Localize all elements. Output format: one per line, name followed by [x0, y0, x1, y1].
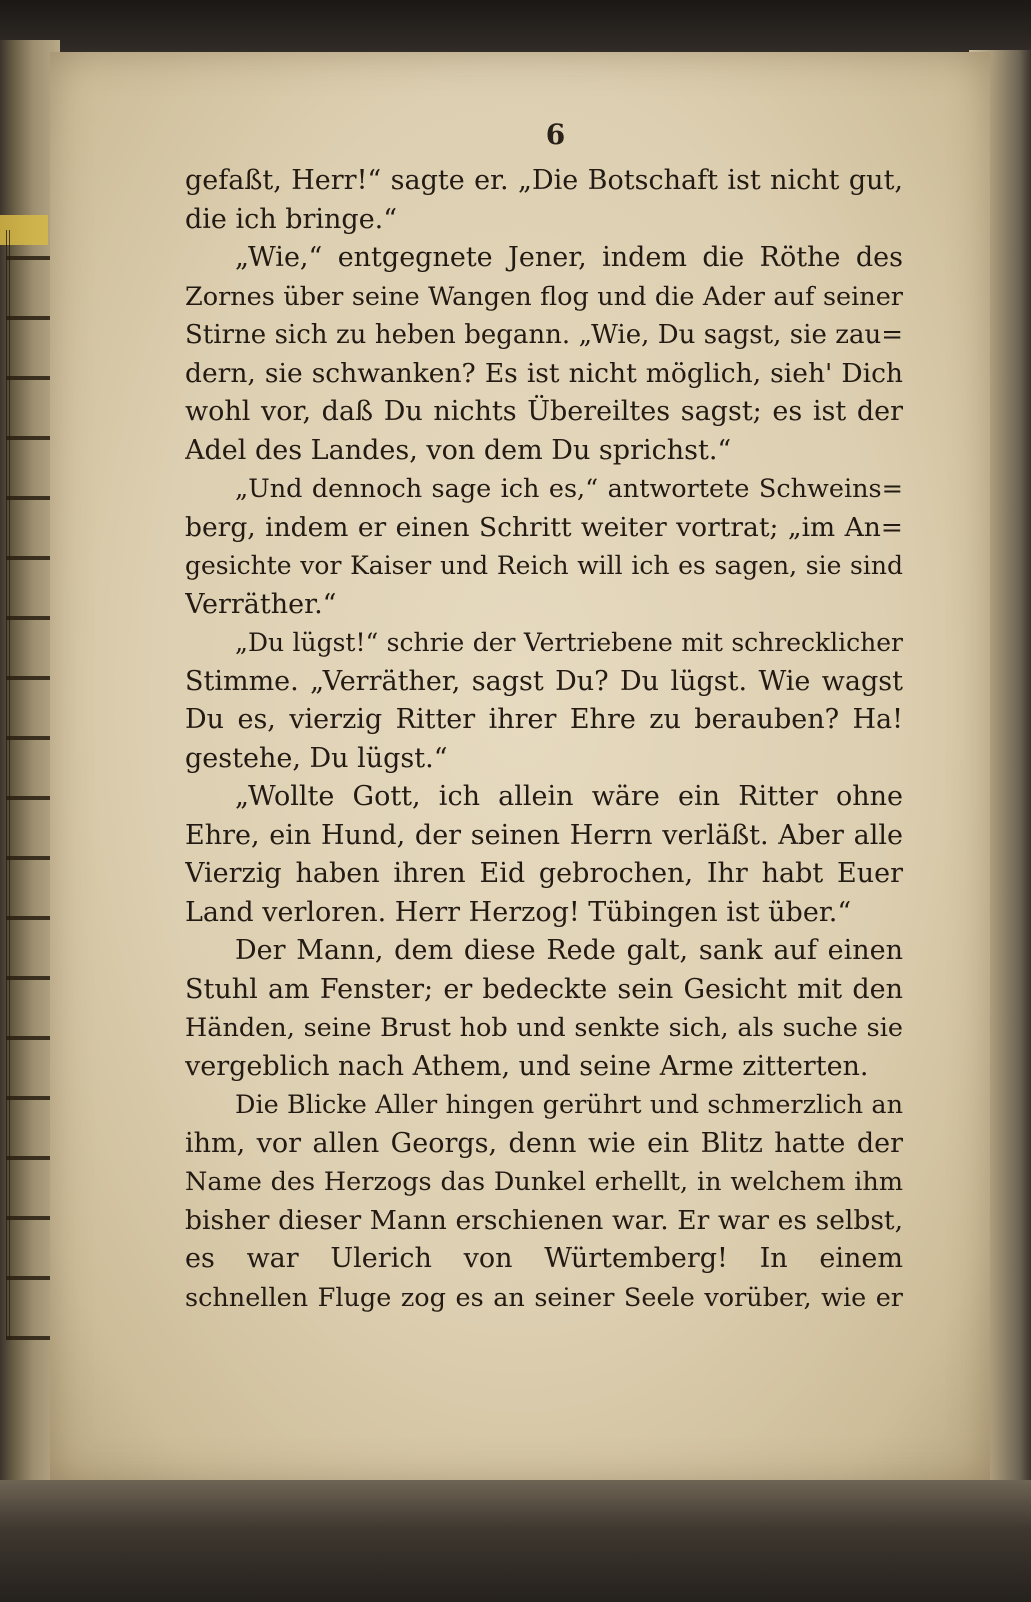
ornamental-border: [6, 230, 53, 1340]
text-line: „Und dennoch sage ich es,“ antwortete Schweins=: [235, 474, 903, 504]
text-line: gesichte vor Kaiser und Reich will ich es sagen, sie sind: [185, 551, 903, 580]
text-line: „Wollte Gott, ich allein wäre ein Ritter ohne: [235, 781, 903, 812]
text-line: Ehre, ein Hund, der seinen Herrn verläßt. Aber alle: [185, 819, 903, 851]
text-line: Verräther.“: [185, 588, 337, 620]
text-line: Die Blicke Aller hingen gerührt und schmerzlich an: [235, 1090, 903, 1120]
book-binding-bottom: [0, 1480, 1031, 1602]
text-line: „Wie,“ entgegnete Jener, indem die Röthe des: [235, 242, 903, 273]
text-line: berg, indem er einen Schritt weiter vortrat; „im An=: [185, 511, 903, 543]
text-line: gefaßt, Herr!“ sagte er. „Die Botschaft ist nicht gut,: [185, 165, 903, 196]
text-line: Der Mann, dem diese Rede galt, sank auf einen: [235, 935, 903, 966]
text-line: es war Ulerich von Würtemberg! In einem: [185, 1243, 903, 1274]
text-line: Du es, vierzig Ritter ihrer Ehre zu berauben? Ha!: [185, 704, 903, 735]
text-line: ihm, vor allen Georgs, denn wie ein Blitz hatte der: [185, 1127, 903, 1159]
text-line: gestehe, Du lügst.“: [185, 742, 448, 774]
text-line: die ich bringe.“: [185, 203, 398, 235]
text-line: Händen, seine Brust hob und senkte sich, als suche sie: [185, 1013, 903, 1043]
text-line: „Du lügst!“ schrie der Vertriebene mit schrecklicher: [235, 628, 903, 657]
text-line: dern, sie schwanken? Es ist nicht möglich, sieh' Dich: [185, 357, 903, 389]
text-line: Zornes über seine Wangen flog und die Ader auf seiner: [185, 281, 903, 312]
text-line: Vierzig haben ihren Eid gebrochen, Ihr habt Euer: [185, 858, 903, 889]
text-line: Land verloren. Herr Herzog! Tübingen ist über.“: [185, 896, 852, 928]
text-line: Name des Herzogs das Dunkel erhellt, in welchem ihm: [185, 1167, 903, 1197]
text-line: Stuhl am Fenster; er bedeckte sein Gesicht mit den: [185, 973, 903, 1005]
page-number: 6: [545, 118, 566, 151]
text-line: Stirne sich zu heben begann. „Wie, Du sagst, sie zau=: [185, 320, 903, 350]
text-line: bisher dieser Mann erschienen war. Er war es selbst,: [185, 1204, 903, 1236]
body-text: [185, 162, 903, 1362]
text-line: Stimme. „Verräther, sagst Du? Du lügst. Wie wagst: [185, 665, 903, 697]
text-line: wohl vor, daß Du nichts Übereiltes sagst; es ist der: [185, 396, 903, 427]
text-line: schnellen Fluge zog es an seiner Seele vorüber, wie er: [185, 1282, 903, 1313]
text-line: vergeblich nach Athem, und seine Arme zitterten.: [185, 1050, 869, 1082]
text-line: Adel des Landes, von dem Du sprichst.“: [185, 434, 732, 466]
